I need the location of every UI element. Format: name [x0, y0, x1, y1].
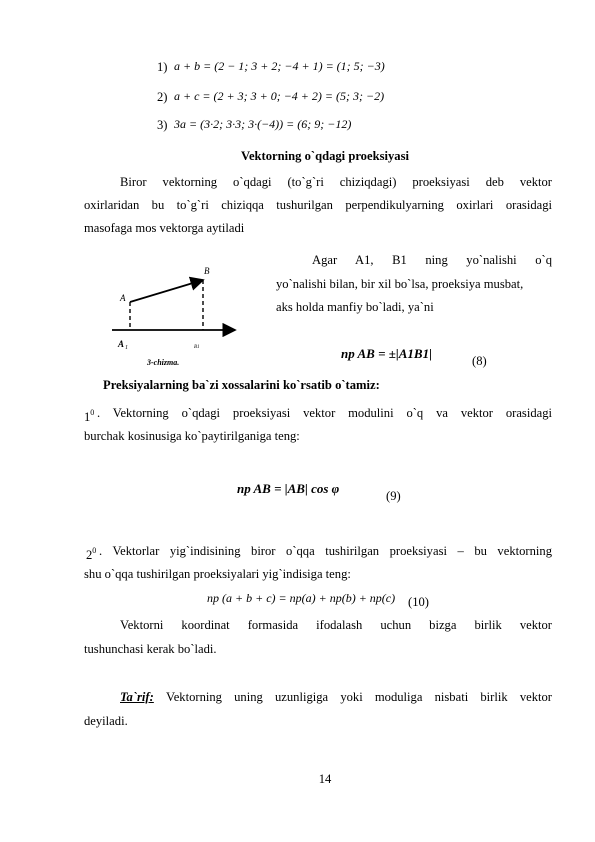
- prop1-line1: . Vektorning o`qdagi proeksiyasi vektor modulini o`q va vektor orasidagi: [97, 406, 552, 420]
- formula-9-number: (9): [386, 489, 401, 503]
- label-a1-sub: 1: [125, 345, 128, 351]
- projection-figure: [100, 262, 260, 372]
- definition-label: Ta`rif:: [120, 690, 154, 704]
- vector-ab: [130, 280, 203, 302]
- formula-10-number: (10): [408, 595, 429, 609]
- para1-line1: Biror vektorning o`qdagi (to`g`ri chiziqdagi) proeksiyasi deb vektor: [120, 175, 552, 189]
- prop2-marker: $2^0$: [86, 546, 97, 562]
- figure-caption: 3-chizma.: [147, 358, 180, 367]
- label-a1: A: [118, 339, 125, 349]
- definition-line1: Vektorning uning uzunligiga yoki moduliga nisbati birlik vektor: [166, 690, 552, 704]
- eq2-number: 2): [157, 90, 168, 104]
- label-b1: B1: [194, 345, 200, 350]
- formula-10: np (a + b + c) = np(a) + np(b) + np(c): [207, 591, 396, 605]
- formula-9: np AB = |AB| cos φ: [237, 481, 340, 496]
- eq2-expression: a + c = (2 + 3; 3 + 0; −4 + 2) = (5; 3; −2): [174, 89, 385, 103]
- para2-line3: aks holda manfiy bo`ladi, ya`ni: [276, 300, 434, 314]
- definition-line2: deyiladi.: [84, 714, 128, 728]
- page-number: 14: [318, 772, 332, 786]
- prop2-line2: shu o`qqa tushirilgan proeksiyalari yig`indisiga teng:: [84, 567, 351, 581]
- para2-line1: Agar A1, B1 ning yo`nalishi o`q: [312, 253, 552, 267]
- formula-8: np AB = ±|A1B1|: [341, 346, 432, 361]
- label-b: B: [204, 266, 210, 276]
- eq3-number: 3): [157, 118, 168, 132]
- para2-line2: yo`nalishi bilan, bir xil bo`lsa, proeksiya musbat,: [276, 277, 524, 291]
- properties-subheading: Preksiyalarning ba`zi xossalarini ko`rsatib o`tamiz:: [103, 378, 380, 392]
- prop2-line1: . Vektorlar yig`indisining biror o`qqa tushirilgan proeksiyasi – bu vektorning: [99, 544, 552, 558]
- para3-line2: tushunchasi kerak bo`ladi.: [84, 642, 217, 656]
- para1-line3: masofaga mos vektorga aytiladi: [84, 221, 245, 235]
- para3-line1: Vektorni koordinat formasida ifodalash uchun bizga birlik vektor: [120, 618, 552, 632]
- prop1-line2: burchak kosinusiga ko`paytirilganiga teng:: [84, 429, 300, 443]
- para1-line2: oxirlaridan bu to`g`ri chiziqqa tushurilgan perpendikulyarning oxirlari orasidagi: [84, 198, 552, 212]
- section-title: Vektorning o`qdagi proeksiyasi: [241, 149, 409, 163]
- prop1-marker: $1^0$: [84, 408, 95, 424]
- eq3-expression: 3a = (3·2; 3·3; 3·(−4)) = (6; 9; −12): [174, 117, 352, 131]
- eq1-number: 1): [157, 60, 168, 74]
- eq1-expression: a + b = (2 − 1; 3 + 2; −4 + 1) = (1; 5; −3): [174, 59, 385, 73]
- formula-8-number: (8): [472, 354, 487, 368]
- label-a: A: [120, 293, 126, 303]
